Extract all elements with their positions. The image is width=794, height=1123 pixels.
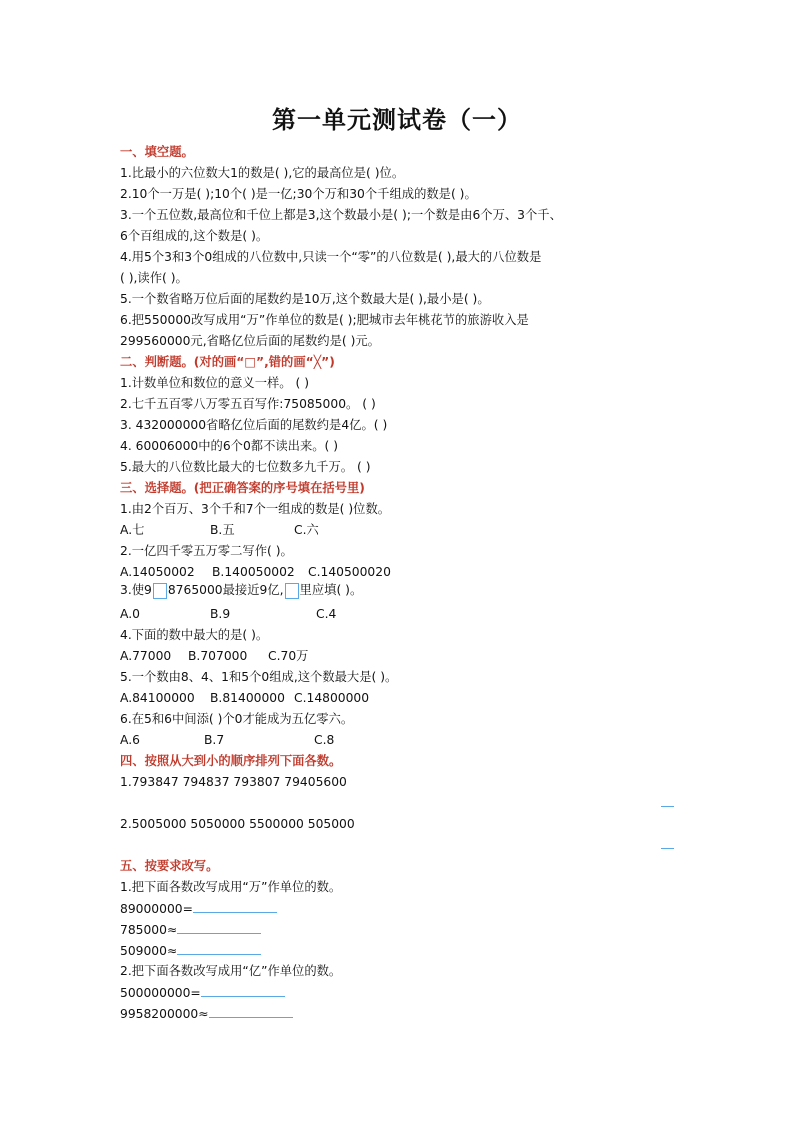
answer-blank[interactable] bbox=[201, 984, 285, 997]
option-a: A.84100000 bbox=[120, 691, 195, 705]
option-b: B.81400000 bbox=[210, 691, 285, 705]
choice-q3 bbox=[120, 582, 362, 599]
option-c: C.14800000 bbox=[294, 691, 370, 705]
choice-q3-options bbox=[120, 606, 336, 622]
answer-line[interactable] bbox=[661, 806, 674, 807]
choice-q1-options bbox=[120, 522, 319, 538]
answer-blank[interactable] bbox=[193, 900, 277, 913]
option-a: A.0 bbox=[120, 607, 140, 621]
rewrite-q2: 2.把下面各数改写成用“亿”作单位的数。 bbox=[120, 964, 342, 978]
fill-q2: 2.10个一万是( );10个( )是一亿;30个万和30个千组成的数是( )。 bbox=[120, 187, 477, 201]
answer-line[interactable] bbox=[661, 848, 674, 849]
option-c: C.140500020 bbox=[308, 565, 391, 579]
choice-q3-middle: 8765000最接近9亿, bbox=[167, 583, 284, 597]
rewrite-expression: 509000≈ bbox=[120, 944, 178, 958]
judge-q3: 3. 432000000省略亿位后面的尾数约是4亿。( ) bbox=[120, 418, 388, 432]
section-fill-in: 一、填空题。 bbox=[120, 145, 194, 159]
fill-q6b: 299560000元,省略亿位后面的尾数约是( )元。 bbox=[120, 334, 380, 348]
fill-q5: 5.一个数省略万位后面的尾数约是10万,这个数最大是( ),最小是( )。 bbox=[120, 292, 490, 306]
rewrite-item bbox=[120, 984, 285, 1001]
choice-q2: 2.一亿四千零五万零二写作( )。 bbox=[120, 544, 293, 558]
rewrite-item bbox=[120, 1005, 293, 1022]
rewrite-q1: 1.把下面各数改写成用“万”作单位的数。 bbox=[120, 880, 342, 894]
option-b: B.707000 bbox=[188, 649, 248, 663]
choice-q3-prefix: 3.使9 bbox=[120, 583, 152, 597]
order-q2: 2.5005000 5050000 5500000 505000 bbox=[120, 817, 355, 831]
rewrite-item bbox=[120, 921, 261, 938]
judge-q5: 5.最大的八位数比最大的七位数多九千万。 ( ) bbox=[120, 460, 371, 474]
answer-box[interactable] bbox=[285, 583, 299, 599]
option-c: C.六 bbox=[294, 523, 319, 537]
choice-q4-options bbox=[120, 648, 308, 664]
option-a: A.6 bbox=[120, 733, 140, 747]
choice-q5-options bbox=[120, 690, 369, 706]
option-a: A.七 bbox=[120, 523, 145, 537]
section-order: 四、按照从大到小的顺序排列下面各数。 bbox=[120, 754, 342, 768]
rewrite-expression: 785000≈ bbox=[120, 923, 178, 937]
section-rewrite: 五、按要求改写。 bbox=[120, 859, 219, 873]
option-a: A.14050002 bbox=[120, 565, 195, 579]
fill-q1: 1.比最小的六位数大1的数是( ),它的最高位是( )位。 bbox=[120, 166, 405, 180]
option-b: B.140050002 bbox=[212, 565, 295, 579]
judge-q1: 1.计数单位和数位的意义一样。 ( ) bbox=[120, 376, 310, 390]
answer-blank[interactable] bbox=[177, 942, 261, 955]
choice-q4: 4.下面的数中最大的是( )。 bbox=[120, 628, 269, 642]
section-choice: 三、选择题。(把正确答案的序号填在括号里) bbox=[120, 481, 365, 495]
rewrite-expression: 9958200000≈ bbox=[120, 1007, 209, 1021]
answer-blank[interactable] bbox=[209, 1005, 293, 1018]
answer-box[interactable] bbox=[153, 583, 167, 599]
option-c: C.4 bbox=[316, 607, 337, 621]
fill-q4a: 4.用5个3和3个0组成的八位数中,只读一个“零”的八位数是( ),最大的八位数是 bbox=[120, 250, 542, 264]
fill-q3a: 3.一个五位数,最高位和千位上都是3,这个数最小是( );一个数是由6个万、3个千、 bbox=[120, 208, 562, 222]
choice-q3-suffix: 里应填( )。 bbox=[299, 583, 363, 597]
rewrite-item bbox=[120, 900, 277, 917]
fill-q4b: ( ),读作( )。 bbox=[120, 271, 188, 285]
choice-q6: 6.在5和6中间添( )个0才能成为五亿零六。 bbox=[120, 712, 354, 726]
option-b: B.五 bbox=[210, 523, 235, 537]
choice-q6-options bbox=[120, 732, 334, 748]
fill-q3b: 6个百组成的,这个数是( )。 bbox=[120, 229, 269, 243]
option-a: A.77000 bbox=[120, 649, 172, 663]
choice-q1: 1.由2个百万、3个千和7个一组成的数是( )位数。 bbox=[120, 502, 391, 516]
option-b: B.7 bbox=[204, 733, 225, 747]
judge-q4: 4. 60006000中的6个0都不读出来。( ) bbox=[120, 439, 339, 453]
rewrite-expression: 500000000= bbox=[120, 986, 201, 1000]
rewrite-item bbox=[120, 942, 261, 959]
page-title: 第一单元测试卷（一） bbox=[272, 105, 522, 134]
choice-q5: 5.一个数由8、4、1和5个0组成,这个数最大是( )。 bbox=[120, 670, 398, 684]
rewrite-expression: 89000000= bbox=[120, 902, 193, 916]
answer-blank[interactable] bbox=[177, 921, 261, 934]
judge-q2: 2.七千五百零八万零五百写作:75085000。 ( ) bbox=[120, 397, 376, 411]
option-c: C.8 bbox=[314, 733, 335, 747]
section-judge: 二、判断题。(对的画“□”,错的画“╳”) bbox=[120, 355, 335, 369]
choice-q2-options bbox=[120, 564, 391, 580]
order-q1: 1.793847 794837 793807 79405600 bbox=[120, 775, 347, 789]
fill-q6a: 6.把550000改写成用“万”作单位的数是( );肥城市去年桃花节的旅游收入是 bbox=[120, 313, 529, 327]
option-c: C.70万 bbox=[268, 649, 309, 663]
option-b: B.9 bbox=[210, 607, 231, 621]
